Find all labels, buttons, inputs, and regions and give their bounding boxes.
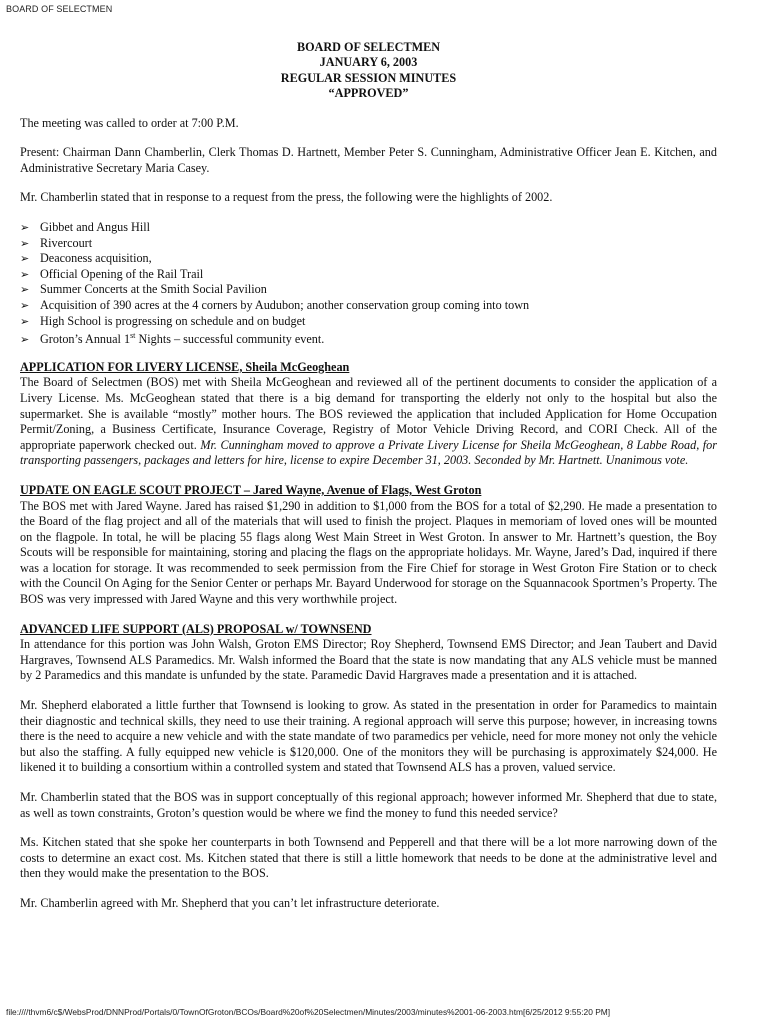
als-paragraph-chamberlin: Mr. Chamberlin stated that the BOS was in support conceptually of this regional approach; however informed Mr. Shepherd that due to state, as well as town constraints, Groton’s question would be where we find the money to fund this needed service? bbox=[20, 790, 717, 820]
title-status: “APPROVED” bbox=[328, 86, 409, 101]
arrow-bullet-icon: ➢ bbox=[20, 221, 30, 234]
als-paragraph-attendance: In attendance for this portion was John Walsh, Groton EMS Director; Roy Shepherd, Townsend EMS Director; and Jean Taubert and David Hargraves, Townsend ALS Paramedics. Mr. Walsh informed the Board that the state is now mandating that any ALS vehicle must be manned by 2 Paramedics and this mandate is unfunded by the state. Paramedic David Hargraves made a presentation and it is attached. bbox=[20, 637, 717, 683]
present-list: Present: Chairman Dann Chamberlin, Clerk Thomas D. Hartnett, Member Peter S. Cunningham, Administrative Officer Jean E. Kitchen, and Administrative Secretary Maria Casey. bbox=[20, 145, 717, 175]
section-heading-livery: APPLICATION FOR LIVERY LICENSE, Sheila McGeoghean bbox=[20, 359, 350, 374]
livery-license-section bbox=[20, 360, 717, 469]
minutes-document bbox=[20, 40, 717, 926]
title-date: JANUARY 6, 2003 bbox=[319, 55, 418, 70]
arrow-bullet-icon: ➢ bbox=[20, 236, 30, 250]
title-line: BOARD OF SELECTMEN bbox=[296, 40, 441, 54]
als-paragraph-kitchen: Ms. Kitchen stated that she spoke her counterparts in both Townsend and Pepperell and that there will be a lot more narrowing down of the costs to determine an exact cost. Ms. Kitchen stated that there is still a little homework that needs to be done at the administrative level and then they would make the presentation to the BOS. bbox=[20, 835, 717, 881]
als-proposal-section bbox=[20, 622, 717, 912]
section-heading-als: ADVANCED LIFE SUPPORT (ALS) PROPOSAL w/ TOWNSEND bbox=[20, 621, 372, 636]
list-item: ➢ Official Opening of the Rail Trail bbox=[20, 266, 204, 281]
arrow-bullet-icon: ➢ bbox=[20, 298, 30, 312]
list-item: ➢ Rivercourt bbox=[20, 235, 93, 250]
eagle-scout-body: The BOS met with Jared Wayne. Jared has raised $1,290 in addition to $1,000 from the BOS for a total of $2,290. He made a presentation to the Board of the flag project and all of the materials that will used to finish the project. Plaques in memoriam of loved ones will be mounted on the flagpole. In total, he will be placing 55 flags along West Main Street in West Groton. In answer to Mr. Hartnett’s question, the Boy Scouts will be responsible for maintaining, storing and placing the flags on the appropriate holidays. Mr. Wayne, Jared’s Dad, inquired if there was a location for storage. It was recommended to seek permission from the Fire Chief for storage in West Groton Fire Station or to check with the Council On Aging for the Senior Center or perhaps Mr. Bayard Underwood for storage on the Squannacook Sportmen’s Property. The BOS was very impressed with Jared Wayne and this very worthwhile project. bbox=[20, 498, 717, 607]
list-item: ➢ Gibbet and Angus Hill bbox=[20, 220, 151, 234]
list-item: ➢ Groton’s Annual 1st Nights – successful community event. bbox=[20, 331, 325, 347]
list-item: ➢ Deaconess acquisition, bbox=[20, 251, 152, 266]
list-item: ➢ High School is progressing on schedule and on budget bbox=[20, 313, 306, 328]
arrow-bullet-icon: ➢ bbox=[20, 333, 30, 347]
list-item: ➢ Acquisition of 390 acres at the 4 corners by Audubon; another conservation group coming into town bbox=[20, 297, 530, 312]
livery-motion: Mr. Cunningham moved to approve a Private Livery License for Sheila McGeoghean, 8 Labbe Road, for transporting passengers, packages and letters for hire, license to expire December 31, 2003. Seconded by Mr. Hartnett. Unanimous vote. bbox=[20, 437, 717, 468]
arrow-bullet-icon: ➢ bbox=[20, 283, 30, 297]
section-heading-eagle-scout: UPDATE ON EAGLE SCOUT PROJECT – Jared Wayne, Avenue of Flags, West Groton bbox=[20, 482, 482, 497]
highlights-list bbox=[20, 220, 717, 348]
browser-page-footer-url: file:////thvm6/c$/WebsProd/DNNProd/Portals/0/TownOfGroton/BCOs/Board%20of%20Selectmen/Minutes/2003/minutes%2001-06-2003.htm[6/25/2012 9:55:20 PM] bbox=[6, 1007, 611, 1017]
eagle-scout-section bbox=[20, 483, 717, 608]
arrow-bullet-icon: ➢ bbox=[20, 267, 30, 281]
highlights-intro: Mr. Chamberlin stated that in response to a request from the press, the following were the highlights of 2002. bbox=[20, 190, 553, 205]
call-to-order: The meeting was called to order at 7:00 P.M. bbox=[20, 115, 239, 130]
browser-page-header: BOARD OF SELECTMEN bbox=[6, 4, 113, 14]
livery-body: The Board of Selectmen (BOS) met with Sheila McGeoghean and reviewed all of the pertinent documents to consider the application of a Livery License. Ms. McGeoghean stated that there is a big demand for transporting the elderly not only to the hospital but also the supermarket. She is available “mostly” mother hours. The BOS reviewed the application that included Application for Home Occupation Permit/Zoning, a Business Certificate, Insurance Coverage, Registry of Motor Vehicle Driving Record, and CORI Check. All of the appropriate paperwork checked out. Mr. Cunningham moved to approve a Private Livery License for Sheila McGeoghean, 8 Labbe Road, for transporting passengers, packages and letters for hire, license to expire December 31, 2003. Seconded by Mr. Hartnett. Unanimous vote. bbox=[20, 375, 717, 468]
document-title bbox=[20, 40, 717, 102]
arrow-bullet-icon: ➢ bbox=[20, 252, 30, 266]
arrow-bullet-icon: ➢ bbox=[20, 314, 30, 328]
als-paragraph-shepherd: Mr. Shepherd elaborated a little further that Townsend is looking to grow. As stated in the presentation in order for Paramedics to maintain their diagnostic and technical skills, they need to use their training. A regional approach will serve this purpose; however, in increasing towns there is the need to acquire a new vehicle and with the state mandate of two paramedics per vehicle, need for more money not only the vehicle but also the staffing. A fully equipped new vehicle is $120,000. One of the monitors they will be purchasing is approximately $24,000. He likened it to building a consortium within a controlled system and stated that Townsend ALS has a proven, valued service. bbox=[20, 698, 717, 775]
als-paragraph-infrastructure: Mr. Chamberlin agreed with Mr. Shepherd that you can’t let infrastructure deteriorate. bbox=[20, 895, 440, 910]
list-item: ➢ Summer Concerts at the Smith Social Pavilion bbox=[20, 282, 267, 297]
title-session: REGULAR SESSION MINUTES bbox=[280, 70, 457, 85]
